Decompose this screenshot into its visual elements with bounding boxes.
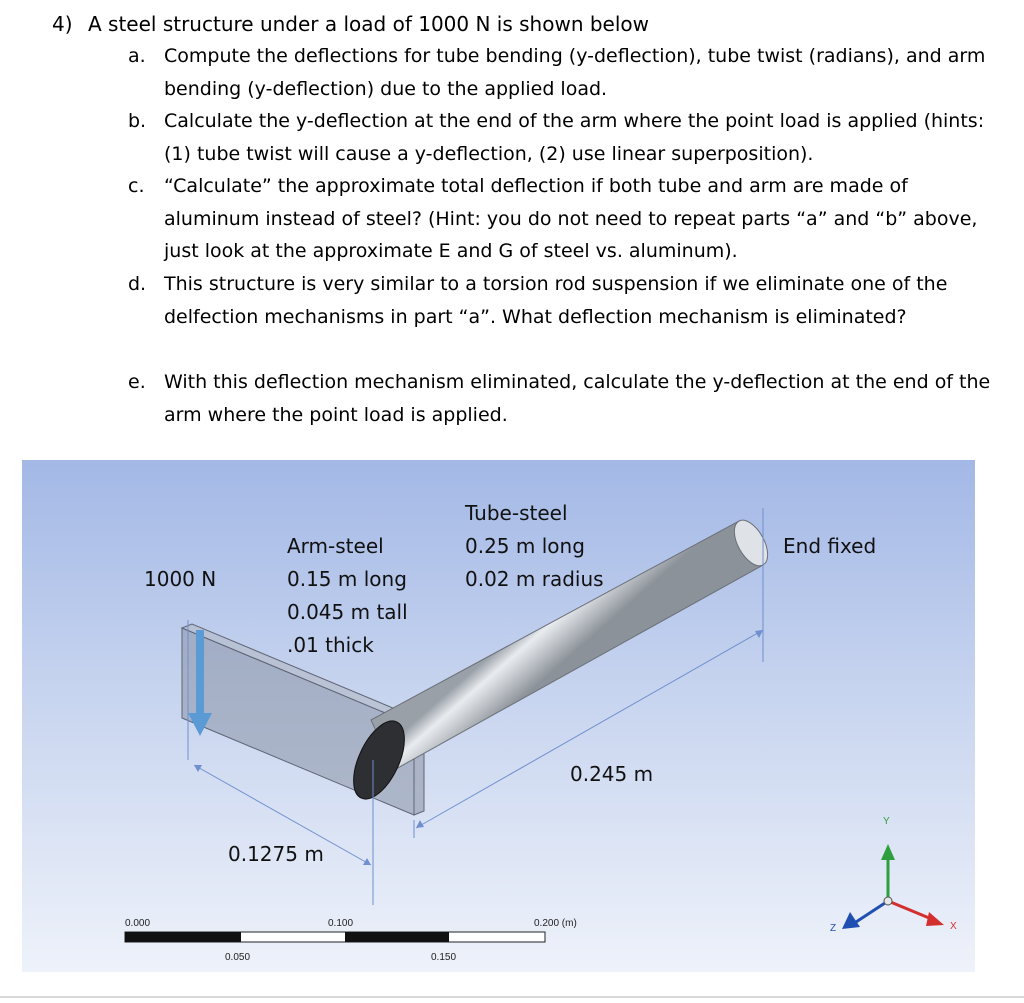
tube-length-label: 0.25 m long	[465, 534, 585, 558]
part-d	[128, 268, 1008, 333]
part-a	[128, 40, 1008, 105]
part-letter: d.	[128, 273, 147, 295]
part-letter: c.	[128, 175, 145, 197]
z-axis-line	[856, 901, 888, 922]
part-text: With this deflection mechanism eliminated, calculate the y-deflection at the end of the arm where the point load is applied.	[164, 371, 991, 426]
part-text: This structure is very similar to a torsion rod suspension if we eliminate one of the delfection mechanisms in part “a”. What deflection mechanism is eliminated?	[164, 273, 948, 328]
scale-tick-label: 0.000	[125, 918, 151, 929]
x-axis-line	[888, 901, 934, 920]
scale-tick-label: 0.200 (m)	[534, 918, 577, 929]
part-text: Compute the deflections for tube bending (y-deflection), tube twist (radians), and arm bending (y-deflection) due to the applied load.	[164, 45, 986, 100]
arm-material-label: Arm-steel	[287, 534, 384, 558]
part-text: Calculate the y-deflection at the end of the arm where the point load is applied (hints: (1) tube twist will cause a y-deflection, (2) use linear superposition).	[164, 110, 985, 165]
scale-tick-label: 0.150	[431, 952, 457, 963]
scale-tick-label: 0.100	[328, 918, 354, 929]
structure-figure	[22, 460, 975, 972]
arm-dimension-label: 0.1275 m	[228, 842, 324, 866]
y-axis-arrow	[881, 844, 895, 860]
arm-height-label: 0.045 m tall	[287, 600, 408, 624]
x-axis-label: X	[950, 921, 957, 932]
problem-header	[52, 8, 649, 40]
triad-origin	[884, 897, 892, 905]
y-axis-label: Y	[883, 816, 890, 827]
load-arrow-shaft	[196, 630, 204, 715]
part-letter: a.	[128, 45, 146, 67]
arm-length-label: 0.15 m long	[287, 567, 407, 591]
part-e	[128, 366, 1008, 431]
part-c	[128, 170, 1008, 268]
bottom-divider	[0, 996, 1024, 998]
arm-thickness-label: .01 thick	[287, 633, 374, 657]
problem-number: 4)	[52, 12, 73, 36]
problem-statement: A steel structure under a load of 1000 N is shown below	[88, 12, 650, 36]
tube-radius-label: 0.02 m radius	[465, 567, 604, 591]
scale-bar-segment	[125, 932, 241, 942]
load-label: 1000 N	[144, 567, 217, 591]
scale-bar-segment	[345, 932, 449, 942]
tube-material-label: Tube-steel	[465, 501, 568, 525]
scale-tick-label: 0.050	[225, 952, 251, 963]
tube-dimension-label: 0.245 m	[570, 762, 654, 786]
part-letter: b.	[128, 110, 147, 132]
part-letter: e.	[128, 371, 146, 393]
z-axis-label: Z	[830, 923, 837, 934]
part-text: “Calculate” the approximate total deflection if both tube and arm are made of aluminum instead of steel? (Hint: you do not need to repeat parts “a” and “b” above, just look at the approximate E and G of steel vs. aluminum).	[164, 175, 978, 262]
end-fixed-label: End fixed	[783, 534, 877, 558]
part-b	[128, 105, 1008, 170]
x-axis-arrow	[926, 912, 944, 926]
